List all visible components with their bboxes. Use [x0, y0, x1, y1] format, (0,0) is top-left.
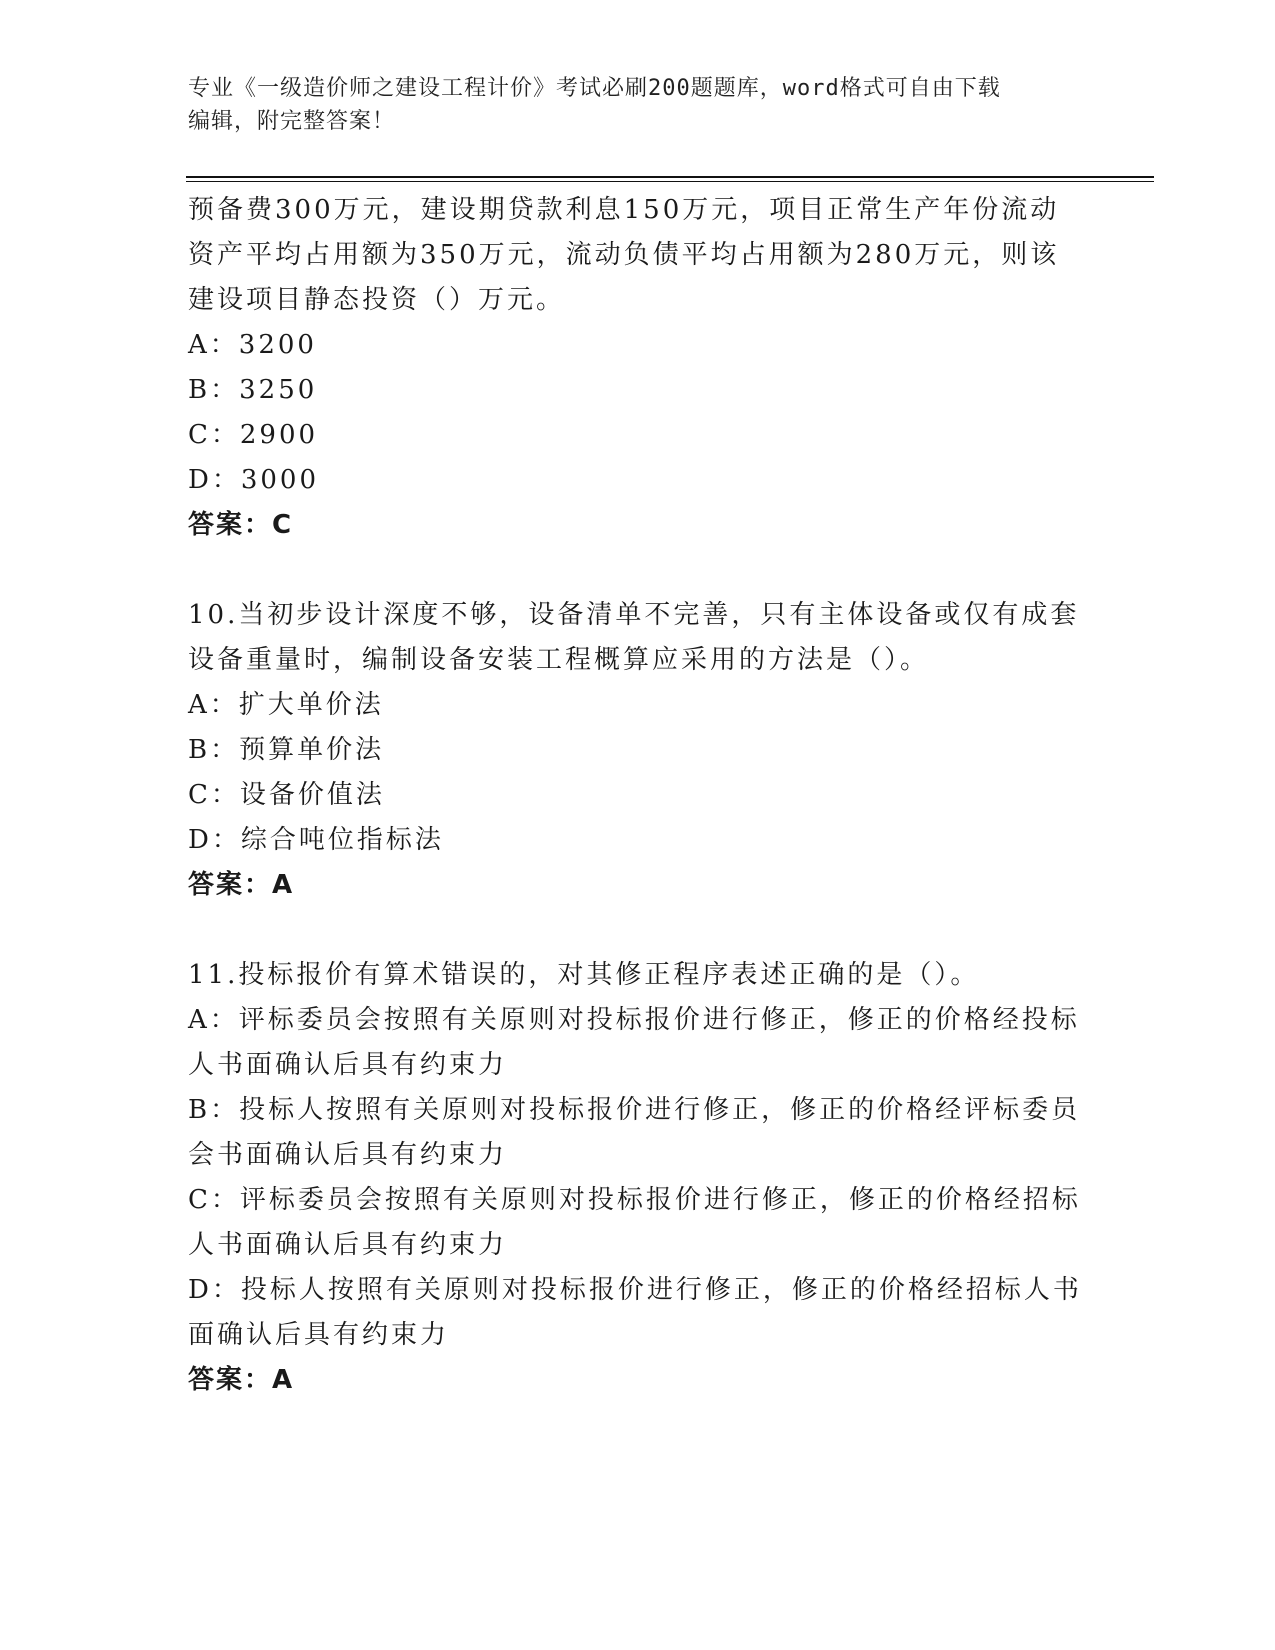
document-header	[188, 72, 1068, 138]
question-11-option-b-line-1: B：投标人按照有关原则对投标报价进行修正，修正的价格经评标委员	[188, 1095, 1081, 1125]
spacer	[188, 548, 1088, 593]
header-rule-thin	[186, 181, 1154, 182]
question-9-line-1: 预备费300万元，建设期贷款利息150万元，项目正常生产年份流动	[188, 195, 1060, 225]
question-9-option-b: B：3250	[188, 375, 318, 405]
question-10-line-1: 10.当初步设计深度不够，设备清单不完善，只有主体设备或仅有成套	[188, 600, 1080, 630]
question-10	[188, 593, 1088, 908]
question-11-option-d-line-2: 面确认后具有约束力	[188, 1320, 450, 1350]
question-9-option-a: A：3200	[188, 330, 317, 360]
question-9-line-3: 建设项目静态投资（）万元。	[188, 285, 566, 315]
document-body	[188, 188, 1088, 1403]
question-11-option-a-line-2: 人书面确认后具有约束力	[188, 1050, 508, 1080]
question-9-answer: 答案：C	[188, 510, 294, 540]
question-11	[188, 953, 1088, 1403]
header-line-2: 编辑，附完整答案！	[188, 109, 396, 134]
question-10-option-b: B：预算单价法	[188, 735, 385, 765]
header-line-1: 专业《一级造价师之建设工程计价》考试必刷200题题库，word格式可自由下载	[188, 76, 1001, 101]
question-11-answer: 答案：A	[188, 1365, 295, 1395]
question-9	[188, 188, 1088, 548]
spacer	[188, 908, 1088, 953]
question-9-option-d: D：3000	[188, 465, 320, 495]
question-11-line-1: 11.投标报价有算术错误的，对其修正程序表述正确的是（）。	[188, 960, 980, 990]
question-9-line-2: 资产平均占用额为350万元，流动负债平均占用额为280万元，则该	[188, 240, 1060, 270]
question-10-answer: 答案：A	[188, 870, 295, 900]
header-rule-thick	[186, 176, 1154, 178]
question-10-option-d: D：综合吨位指标法	[188, 825, 444, 855]
question-11-option-b-line-2: 会书面确认后具有约束力	[188, 1140, 508, 1170]
question-9-option-c: C：2900	[188, 420, 319, 450]
question-11-option-c-line-2: 人书面确认后具有约束力	[188, 1230, 508, 1260]
question-10-option-c: C：设备价值法	[188, 780, 385, 810]
question-11-option-c-line-1: C：评标委员会按照有关原则对投标报价进行修正，修正的价格经招标	[188, 1185, 1081, 1215]
question-11-option-d-line-1: D：投标人按照有关原则对投标报价进行修正，修正的价格经招标人书	[188, 1275, 1082, 1305]
question-10-line-2: 设备重量时，编制设备安装工程概算应采用的方法是（）。	[188, 645, 930, 675]
question-10-option-a: A：扩大单价法	[188, 690, 384, 720]
question-11-option-a-line-1: A：评标委员会按照有关原则对投标报价进行修正，修正的价格经投标	[188, 1005, 1080, 1035]
